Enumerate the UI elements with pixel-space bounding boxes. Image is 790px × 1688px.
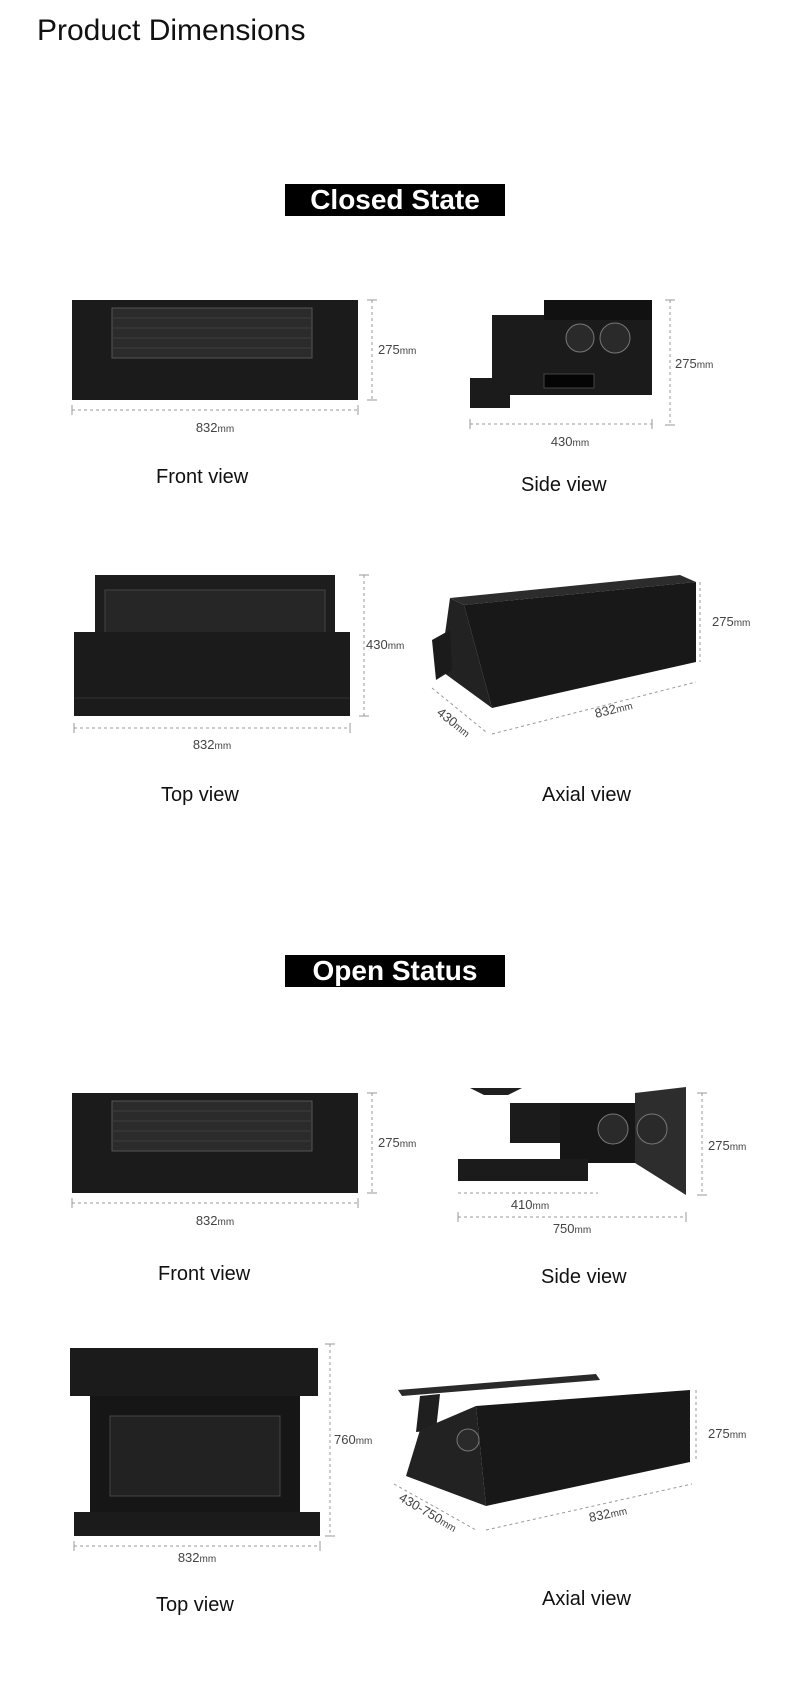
svg-text:410mm: 410mm [510,1197,550,1212]
svg-text:275mm: 275mm [712,614,751,629]
page-title: Product Dimensions [37,14,306,47]
svg-text:275mm: 275mm [378,1135,417,1150]
fan-icon [637,1114,667,1144]
fan-icon [457,1429,479,1451]
fan-icon [566,324,594,352]
closed-side-view-drawing [460,290,730,470]
svg-text:430mm: 430mm [434,704,472,740]
caption-closed-top: Top view [161,784,239,806]
svg-text:832mm: 832mm [177,1550,217,1565]
svg-text:430mm: 430mm [550,434,590,449]
caption-closed-front: Front view [156,466,249,488]
svg-text:430-750mm: 430-750mm [396,1489,458,1535]
svg-text:832mm: 832mm [587,1505,629,1525]
vent-panel [112,308,312,358]
svg-text:832mm: 832mm [192,737,232,752]
section-heading-open: Open Status [285,955,505,987]
lift-top [398,1374,600,1396]
fan-icon [600,323,630,353]
svg-text:275mm: 275mm [708,1426,747,1441]
caption-open-side: Side view [541,1266,627,1288]
cabinet-front [74,632,350,716]
svg-text:275mm: 275mm [378,342,417,357]
svg-text:832mm: 832mm [593,700,634,721]
vent-panel [112,1101,312,1151]
open-front-view-drawing [60,1083,430,1233]
caption-closed-axial: Axial view [542,784,631,806]
svg-text:430mm: 430mm [366,637,405,652]
svg-text:760mm: 760mm [334,1432,373,1447]
svg-text:275mm: 275mm [708,1138,747,1153]
open-top-view-drawing [60,1340,430,1570]
svg-text:750mm: 750mm [552,1221,592,1236]
dim-height: 275 [378,342,400,357]
closed-top-view-drawing [60,570,430,760]
lift-top [70,1348,318,1396]
fan-icon [598,1114,628,1144]
open-side-view-drawing [450,1083,750,1243]
open-axial-view-drawing [390,1360,760,1560]
section-heading-closed: Closed State [285,184,505,216]
cabinet-front [74,1512,320,1536]
svg-text:275mm: 275mm [675,356,714,371]
caption-closed-side: Side view [521,474,607,496]
caption-open-axial: Axial view [542,1588,631,1610]
svg-text:832mm: 832mm [195,1213,235,1228]
dim-width: 832 [195,420,218,435]
cabinet-front-face [476,1390,690,1506]
caption-open-front: Front view [158,1263,251,1285]
closed-axial-view-drawing [430,570,760,760]
caption-open-top: Top view [156,1594,234,1616]
closed-front-view-drawing [60,290,430,440]
svg-text:832mm: 832mm [195,420,235,435]
